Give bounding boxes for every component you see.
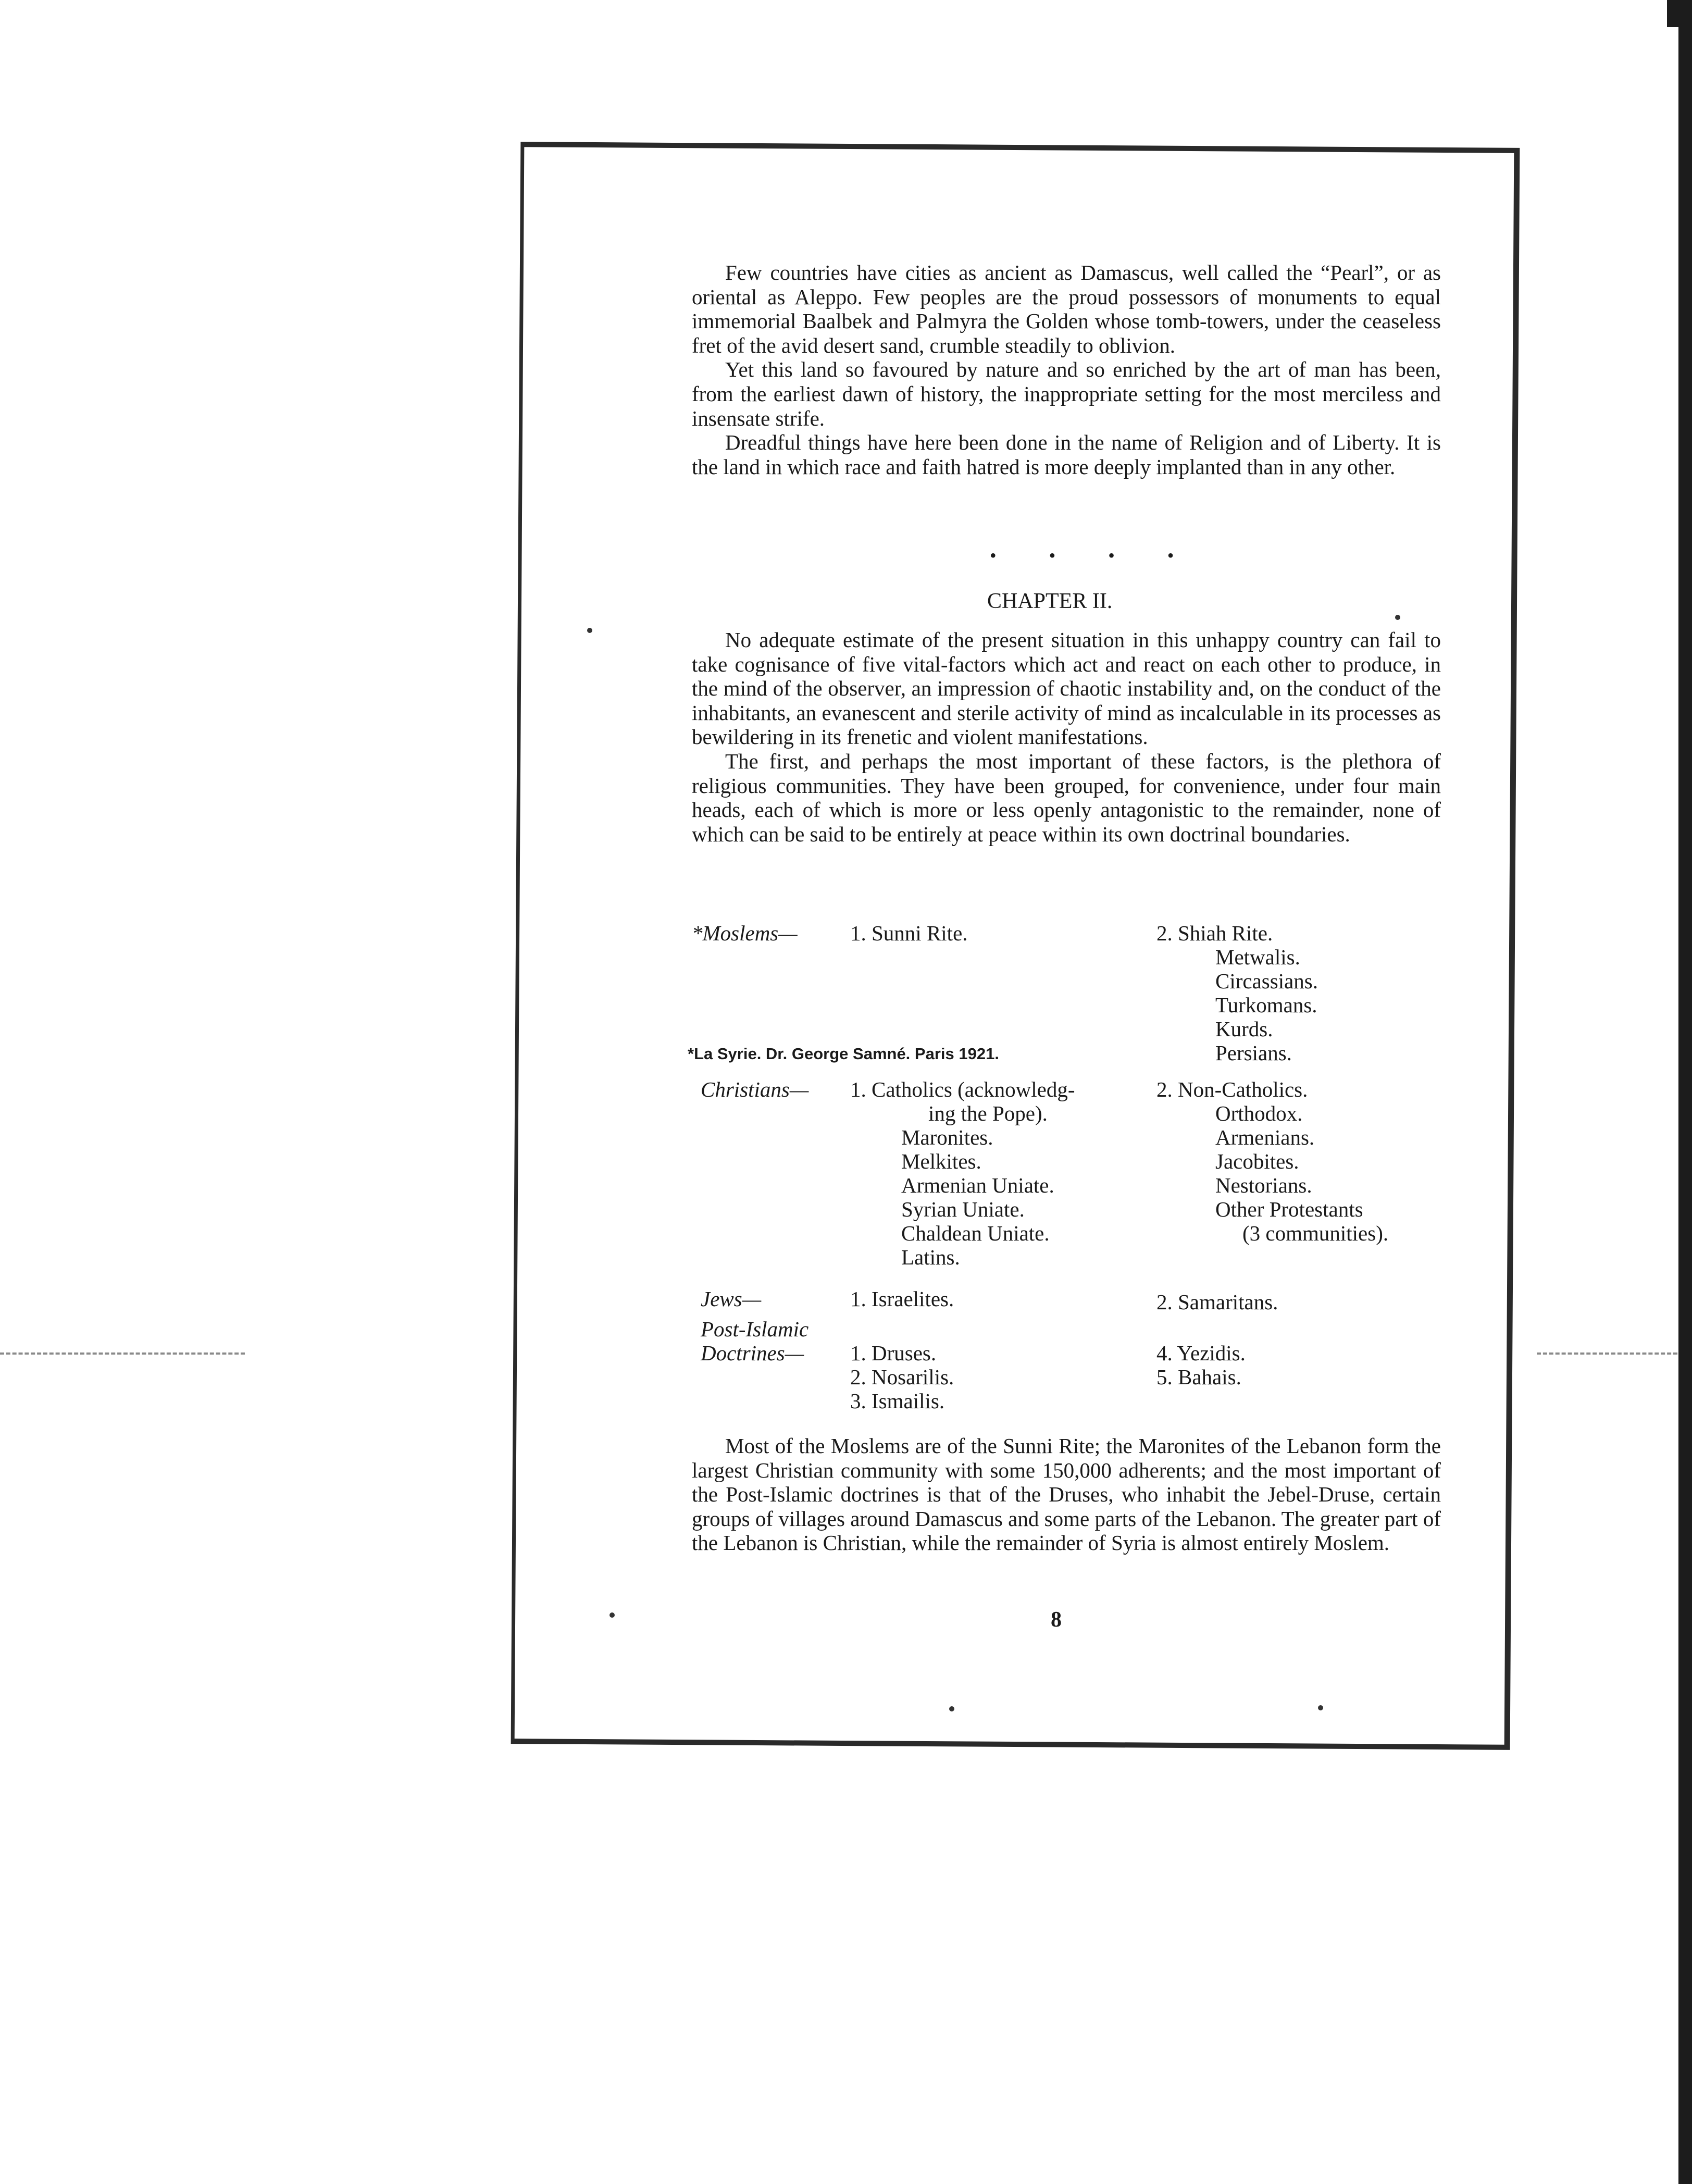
non-catholics-heading: 2. Non-Catholics.	[1156, 1077, 1308, 1101]
post-islamic-item: 4. Yezidis.	[1156, 1341, 1246, 1365]
page-number: 8	[1051, 1608, 1062, 1632]
post-islamic-item: 1. Druses.	[850, 1341, 937, 1365]
shiah-item: Turkomans.	[1215, 993, 1317, 1017]
chapter-heading: CHAPTER II.	[987, 589, 1113, 613]
non-catholic-item: Armenians.	[1215, 1125, 1315, 1149]
post-islamic-label-cont: Doctrines—	[701, 1341, 804, 1365]
shiah-rite: 2. Shiah Rite.	[1156, 921, 1273, 945]
catholics-heading: 1. Catholics (acknowledg-	[850, 1077, 1075, 1101]
dust-speck	[1318, 1705, 1323, 1710]
chapter-section	[692, 628, 1441, 846]
intro-paragraph-2: Yet this land so favoured by nature and so enriched by the art of man has been, from the earliest dawn of history, the inappropriate setting for the most merciless and insensate strife.	[692, 357, 1441, 430]
shiah-item: Persians.	[1215, 1041, 1292, 1065]
intro-paragraph-1: Few countries have cities as ancient as Damascus, well called the “Pearl”, or as oriental as Aleppo. Few peoples are the proud possessors of monuments to equal immemorial Baalbek and Palmyra the Golden whose tomb-towers, under the ceaseless fret of the avid desert sand, crumble steadily to oblivion.	[692, 260, 1441, 357]
non-catholic-item: Nestorians.	[1215, 1173, 1312, 1197]
chapter-paragraph-1: No adequate estimate of the present situation in this unhappy country can fail to take cognisance of five vital-factors which act and react on each other to produce, in the mind of the observer, an impression of chaotic instability and, on the conduct of the inhabitants, an evanescent and sterile activity of mind as incalculable in its processes as bewildering in its frenetic and violent manifestations.	[692, 628, 1441, 749]
section-separator: • • • •	[990, 545, 1198, 566]
protestant-note: (3 communities).	[1242, 1221, 1389, 1245]
post-islamic-item: 2. Nosarilis.	[850, 1365, 954, 1389]
intro-paragraph-3: Dreadful things have here been done in the name of Religion and of Liberty. It is the land in which race and faith hatred is more deeply implanted than in any other.	[692, 430, 1441, 479]
non-catholic-item: Orthodox.	[1215, 1101, 1303, 1125]
shiah-item: Metwalis.	[1215, 945, 1300, 969]
sunni-rite: 1. Sunni Rite.	[850, 921, 968, 945]
dust-speck	[587, 628, 592, 633]
moslems-label: *Moslems—	[692, 921, 798, 945]
catholic-item: Melkites.	[901, 1149, 981, 1173]
fold-line-left	[0, 1352, 245, 1355]
closing-section	[692, 1434, 1441, 1555]
christians-label: Christians—	[701, 1077, 809, 1101]
samaritans: 2. Samaritans.	[1156, 1290, 1278, 1314]
non-catholic-item: Jacobites.	[1215, 1149, 1299, 1173]
israelites: 1. Israelites.	[850, 1287, 954, 1311]
dust-speck	[609, 1612, 615, 1618]
scan-corner-top-right	[1667, 0, 1692, 27]
catholic-item: Latins.	[901, 1245, 960, 1269]
dust-speck	[949, 1706, 954, 1711]
dust-speck	[1395, 615, 1400, 620]
fold-line-right	[1537, 1352, 1677, 1355]
jews-label: Jews—	[701, 1287, 762, 1311]
shiah-item: Circassians.	[1215, 969, 1318, 993]
catholic-item: Maronites.	[901, 1125, 993, 1149]
footnote: *La Syrie. Dr. George Samné. Paris 1921.	[688, 1045, 999, 1063]
shiah-item: Kurds.	[1215, 1017, 1273, 1041]
catholics-heading-cont: ing the Pope).	[928, 1101, 1048, 1125]
post-islamic-label: Post-Islamic	[701, 1317, 809, 1341]
scan-border-right	[1678, 0, 1692, 2184]
post-islamic-item: 3. Ismailis.	[850, 1389, 945, 1413]
chapter-paragraph-2: The first, and perhaps the most important of these factors, is the plethora of religious communities. They have been grouped, for convenience, under four main heads, each of which is more or less openly antagonistic to the remainder, none of which can be said to be entirely at peace within its own doctrinal boundaries.	[692, 749, 1441, 846]
non-catholic-item: Other Protestants	[1215, 1197, 1363, 1221]
intro-section	[692, 260, 1441, 479]
catholic-item: Syrian Uniate.	[901, 1197, 1025, 1221]
closing-paragraph: Most of the Moslems are of the Sunni Rite; the Maronites of the Lebanon form the largest Christian community with some 150,000 adherents; and the most important of the Post-Islamic doctrines is that of the Druses, who inhabit the Jebel-Druse, certain groups of villages around Damascus and some parts of the Lebanon. The greater part of the Lebanon is Christian, while the remainder of Syria is almost entirely Moslem.	[692, 1434, 1441, 1555]
post-islamic-item: 5. Bahais.	[1156, 1365, 1241, 1389]
catholic-item: Chaldean Uniate.	[901, 1221, 1050, 1245]
catholic-item: Armenian Uniate.	[901, 1173, 1054, 1197]
